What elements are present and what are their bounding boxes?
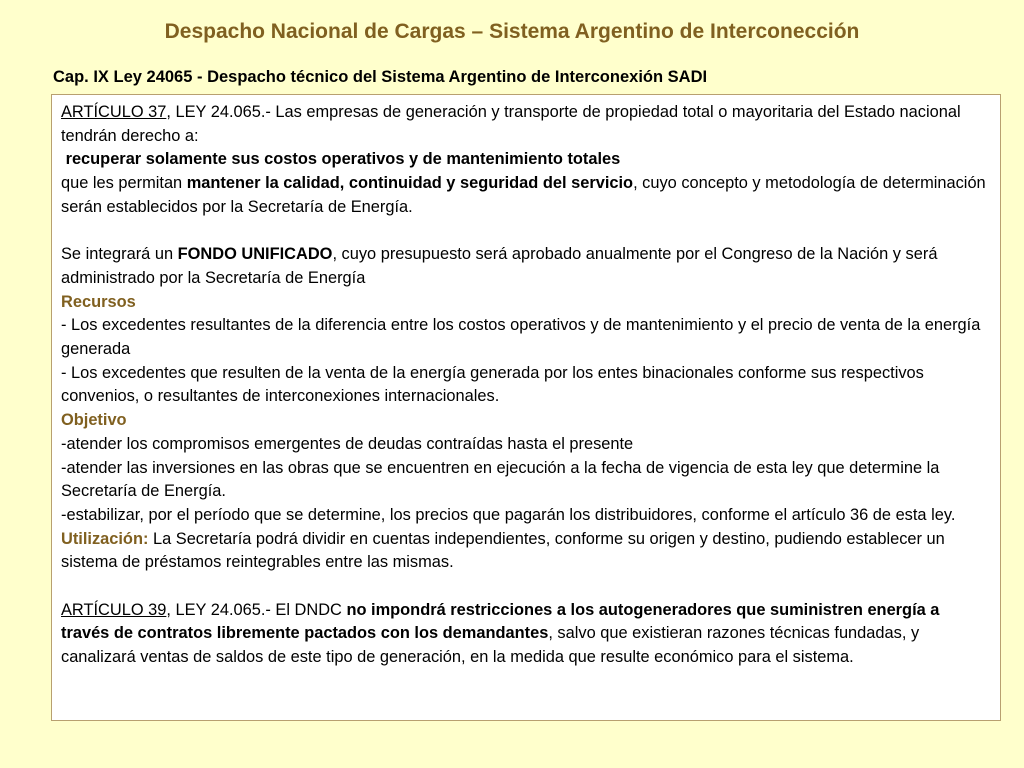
quality-service-text: mantener la calidad, continuidad y seguridad del servicio	[186, 174, 634, 193]
article-39-prefix: , LEY 24.065.- El DNDC	[166, 600, 347, 619]
article-39-bold: no impondrá restricciones a los autogeneradores que suministren energía a través de contratos libremente pactados con los demandantes	[61, 600, 940, 643]
utilizacion-paragraph	[61, 528, 992, 575]
content-box	[51, 94, 1001, 721]
utilizacion-text: La Secretaría podrá dividir en cuentas independientes, conforme su origen y destino, pudiendo establecer un sistema de préstamos reintegrables entre las mismas.	[61, 529, 945, 572]
spacer	[61, 220, 992, 244]
objetivo-item: -atender los compromisos emergentes de deudas contraídas hasta el presente	[61, 434, 634, 453]
article-37-allow	[61, 172, 992, 219]
article-37-ref: ARTÍCULO 37	[61, 103, 167, 121]
objetivo-heading: Objetivo	[61, 411, 127, 430]
objetivo-item: -estabilizar, por el período que se determine, los precios que pagarán los distribuidores, conforme el artículo 36 de esta ley.	[61, 505, 956, 524]
article-39-ref: ARTÍCULO 39	[61, 600, 167, 619]
allow-prefix: que les permitan	[61, 174, 187, 193]
slide-title: Despacho Nacional de Cargas – Sistema Argentino de Interconección	[164, 20, 860, 43]
fund-prefix: Se integrará un	[61, 245, 178, 264]
fund-paragraph	[61, 243, 992, 290]
recursos-item: - Los excedentes que resulten de la venta de la energía generada por los entes binacionales conforme sus respectivos convenios, o resultantes de interconexiones internacionales.	[61, 363, 924, 406]
fund-suffix: , cuyo presupuesto será aprobado anualmente por el Congreso de la Nación y será administrado por la Secretaría de Energía	[61, 245, 938, 287]
allow-suffix: , cuyo concepto y metodología de determinación serán establecidos por la Secretaría de Energía.	[61, 174, 986, 216]
article-39-suffix: , salvo que existieran razones técnicas fundadas, y canalizará ventas de saldos de este tipo de generación, en la medida que resulte económico para el sistema.	[61, 624, 920, 667]
recursos-heading: Recursos	[61, 292, 136, 311]
article-37-recover	[61, 148, 992, 172]
article-37-intro-text: , LEY 24.065.- Las empresas de generación y transporte de propiedad total o mayoritaria del Estado nacional tendrán derecho a:	[61, 103, 961, 145]
recursos-item: - Los excedentes resultantes de la diferencia entre los costos operativos y de mantenimiento y el precio de venta de la energía generada	[61, 316, 981, 359]
chapter-subtitle: Cap. IX Ley 24065 - Despacho técnico del Sistema Argentino de Interconexión SADI	[53, 68, 708, 86]
article-39-paragraph	[61, 599, 992, 670]
utilizacion-heading: Utilización:	[61, 529, 149, 548]
objetivo-item: -atender las inversiones en las obras que se encuentren en ejecución a la fecha de vigencia de esta ley que determine la Secretaría de Energía.	[61, 458, 940, 501]
recover-costs-text: recuperar solamente sus costos operativos y de mantenimiento totales	[65, 150, 621, 169]
fund-name: FONDO UNIFICADO	[177, 245, 333, 264]
article-37-intro	[61, 101, 992, 148]
spacer	[61, 575, 992, 599]
